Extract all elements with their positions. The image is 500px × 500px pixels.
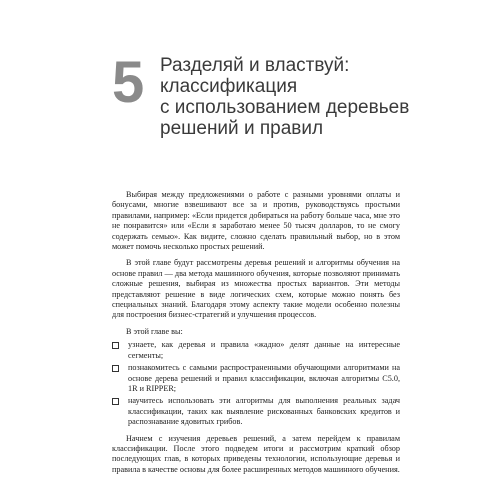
- chapter-title-line: решений и правил: [160, 118, 324, 139]
- body-paragraph: Выбирая между предложениями о работе с разными уровнями оплаты и бонусами, многие взвешивают все за и против, руководствуясь простыми правилами, например: «Если придется добираться на работу больше часа, мне это не понравится» или «Если я заработаю менее 50 тысяч долларов, то не смогу содержать семью». Как видите, сложно сделать правильный выбор, но в этом может помочь несколько простых решений.: [112, 190, 400, 252]
- checkbox-bullet-icon: [112, 398, 119, 405]
- list-item-text: узнаете, как деревья и правила «жадно» делят данные на интересные сегменты;: [128, 340, 400, 360]
- list-item-text: научитесь использовать эти алгоритмы для выполнения реальных задач классификации, таких как выявление рискованных банковских кредитов и распознавание ядовитых грибов.: [128, 396, 400, 427]
- body-paragraph: В этой главе будут рассмотрены деревья решений и алгоритмы обучения на основе правил — два метода машинного обучения, которые позволяют принимать сложные решения, выбирая из множества простых вариантов. Эти методы представляют решение в виде логических схем, которые можно понять без специальных знаний. Благодаря этому аспекту такие модели особенно полезны для построения бизнес-стратегий и улучшения процессов.: [112, 258, 400, 320]
- list-item: [112, 340, 400, 361]
- chapter-title-line: с использованием деревьев: [160, 97, 410, 118]
- checkbox-bullet-icon: [112, 342, 119, 349]
- checkbox-bullet-icon: [112, 365, 119, 372]
- chapter-title-line: Разделяй и властвуй:: [160, 55, 350, 76]
- body-paragraph: Начнем с изучения деревьев решений, а затем перейдем к правилам классификации. После этого подведем итоги и рассмотрим краткий обзор последующих глав, в которых приведены технологии, использующие деревья и правила в качестве основы для более расширенных методов машинного обучения.: [112, 433, 400, 474]
- objectives-list: [112, 340, 400, 427]
- chapter-title: [160, 55, 450, 139]
- body-paragraph: В этой главе вы:: [126, 326, 183, 336]
- chapter-title-line: классификация: [160, 76, 298, 97]
- chapter-number: 5: [112, 50, 145, 115]
- list-item-text: познакомитесь с самыми распространенными обучающими алгоритмами на основе дерева решений и правил классификации, включая алгоритмы C5.0, 1R и RIPPER;: [128, 363, 400, 393]
- list-item: [112, 363, 400, 394]
- list-item: [112, 396, 400, 427]
- chapter-body: [112, 190, 400, 481]
